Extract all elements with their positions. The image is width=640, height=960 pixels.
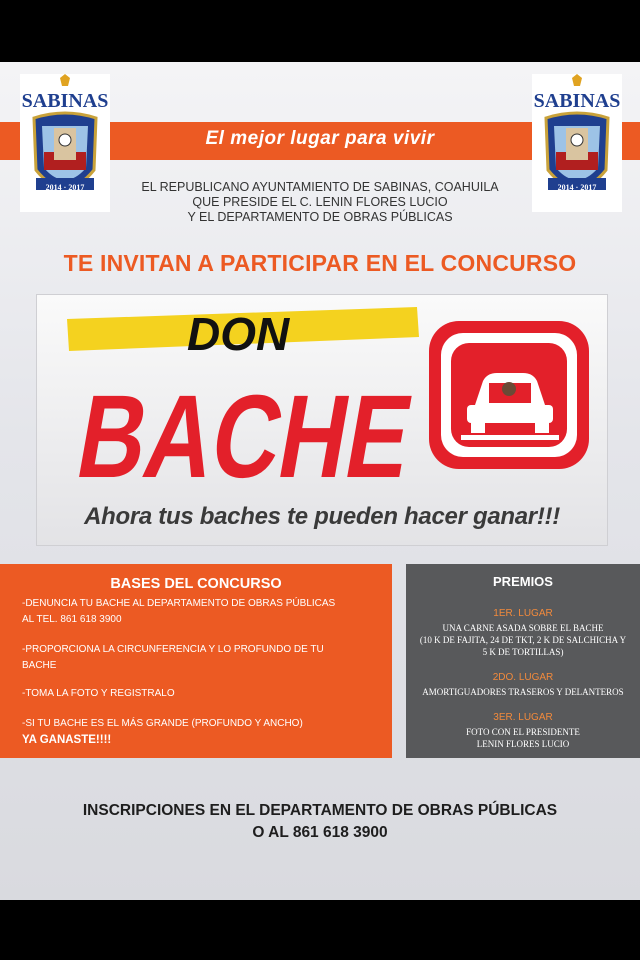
sabinas-logo-left — [20, 74, 110, 212]
rule-line: -SI TU BACHE ES EL MÁS GRANDE (PROFUNDO Y ANCHO) — [22, 718, 303, 729]
prize-line: AMORTIGUADORES TRASEROS Y DELANTEROS — [422, 687, 624, 697]
logo-years: 2014 · 2017 — [45, 183, 85, 192]
prize-place: 3ER. LUGAR — [493, 712, 553, 723]
contest-rules-panel — [0, 564, 392, 758]
sabinas-logo-right — [532, 74, 622, 212]
registration-phone: O AL 861 618 3900 — [252, 824, 388, 841]
prizes-panel — [406, 564, 640, 758]
contest-poster — [0, 62, 640, 900]
intro-line: QUE PRESIDE EL C. LENIN FLORES LUCIO — [192, 195, 448, 209]
intro-line: Y EL DEPARTAMENTO DE OBRAS PÚBLICAS — [187, 210, 453, 224]
rule-line: -DENUNCIA TU BACHE AL DEPARTAMENTO DE OBRAS PÚBLICAS — [22, 598, 336, 609]
hero-tagline: Ahora tus baches te pueden hacer ganar!!! — [84, 503, 560, 530]
prize-line: (10 K DE FAJITA, 24 DE TKT, 2 K DE SALCHICHA Y — [419, 635, 627, 645]
bache-text: BACHE — [68, 370, 512, 503]
prizes-title: PREMIOS — [493, 574, 553, 589]
rules-title: BASES DEL CONCURSO — [110, 576, 282, 592]
intro-line: EL REPUBLICANO AYUNTAMIENTO DE SABINAS, COAHUILA — [141, 180, 499, 194]
prize-place: 2DO. LUGAR — [492, 672, 554, 683]
prize-line: UNA CARNE ASADA SOBRE EL BACHE — [442, 623, 604, 633]
rule-line: -TOMA LA FOTO Y REGISTRALO — [22, 688, 175, 699]
logo-title: SABINAS — [21, 90, 109, 112]
rule-line: BACHE — [22, 660, 57, 671]
rule-line: -PROPORCIONA LA CIRCUNFERENCIA Y LO PROFUNDO DE TU — [22, 644, 324, 655]
invite-heading: TE INVITAN A PARTICIPAR EN EL CONCURSO — [63, 250, 577, 276]
prize-line: FOTO CON EL PRESIDENTE — [466, 727, 580, 737]
registration-line: INSCRIPCIONES EN EL DEPARTAMENTO DE OBRAS PÚBLICAS — [82, 802, 558, 819]
don-bache-hero — [36, 294, 608, 546]
don-text: DON — [187, 308, 290, 360]
intro-text — [110, 180, 530, 225]
rule-line: AL TEL. 861 618 3900 — [22, 614, 122, 625]
logo-title: SABINAS — [533, 90, 621, 112]
prize-line: LENIN FLORES LUCIO — [476, 739, 570, 749]
win-text: YA GANASTE!!!! — [22, 734, 112, 746]
logo-years: 2014 · 2017 — [557, 183, 597, 192]
slogan-text: El mejor lugar para vivir — [205, 128, 435, 149]
prize-line: 5 K DE TORTILLAS) — [482, 647, 564, 657]
prize-place: 1ER. LUGAR — [493, 608, 553, 619]
